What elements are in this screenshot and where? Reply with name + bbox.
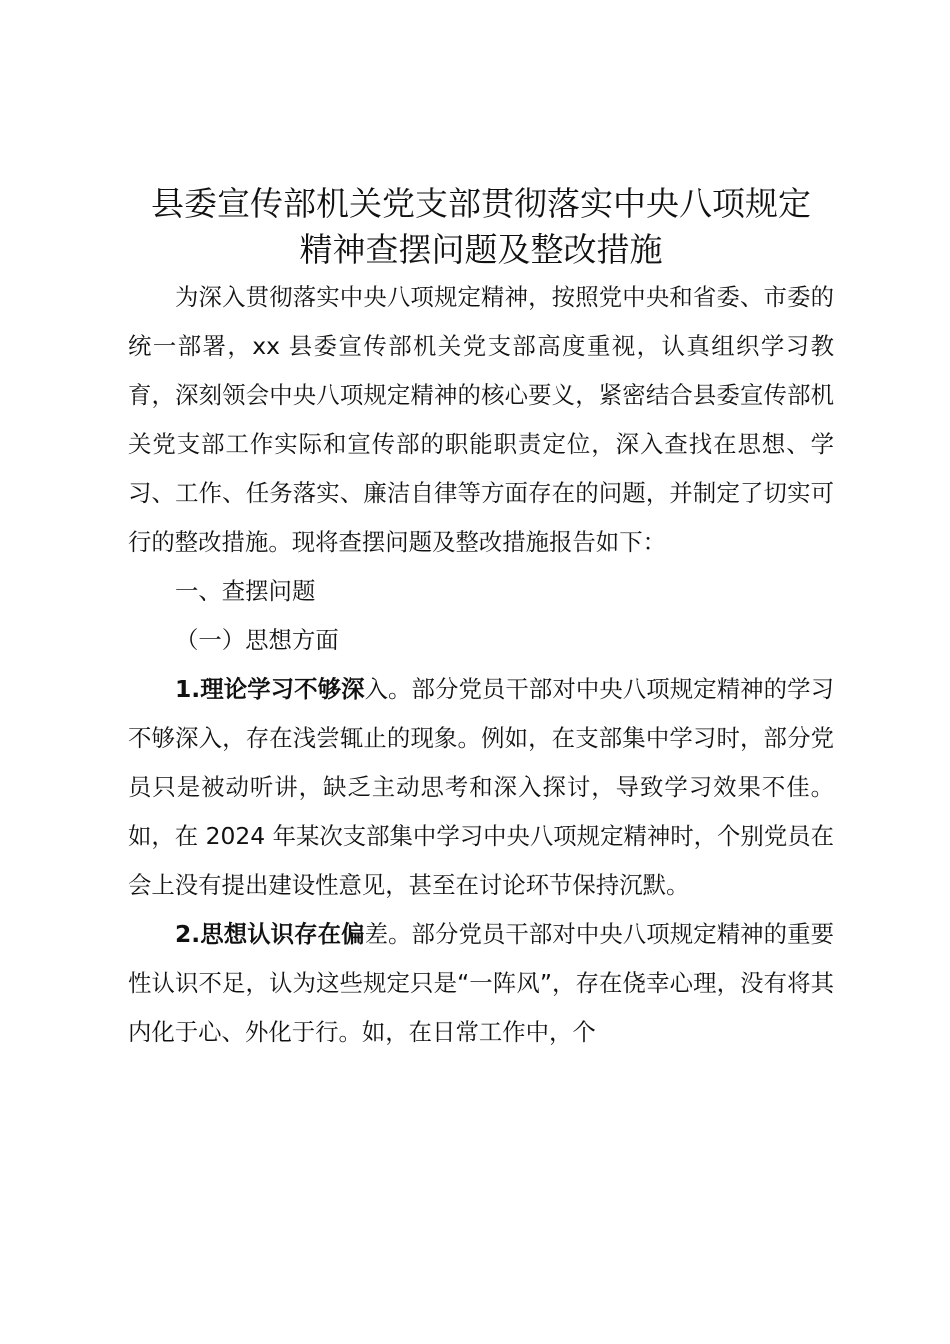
section-heading-1: 一、查摆问题 — [175, 577, 316, 605]
item-1-paragraph — [128, 665, 834, 910]
item-2-paragraph — [128, 910, 834, 1057]
document-page — [128, 181, 834, 1057]
document-title — [128, 181, 834, 273]
title-line-2: 精神查摆问题及整改措施 — [299, 230, 663, 269]
subsection-heading-1: （一）思想方面 — [175, 626, 339, 654]
item-1-lead: 1.理论学习不够深 — [175, 675, 365, 703]
intro-paragraph: 为深入贯彻落实中央八项规定精神，按照党中央和省委、市委的统一部署，xx 县委宣传部机关党支部高度重视，认真组织学习教育，深刻领会中央八项规定精神的核心要义，紧密结合县委宣传部机关党支部工作实际和宣传部的职能职责定位，深入查找在思想、学习、工作、任务落实、廉洁自律等方面存在的问题，并制定了切实可行的整改措施。现将查摆问题及整改措施报告如下： — [128, 283, 834, 556]
item-2-body: 差。部分党员干部对中央八项规定精神的重要性认识不足，认为这些规定只是“一阵风”，存在侥幸心理，没有将其内化于心、外化于行。如，在日常工作中，个 — [128, 920, 834, 1046]
title-line-1: 县委宣传部机关党支部贯彻落实中央八项规定 — [151, 184, 811, 223]
item-1-body: 入。部分党员干部对中央八项规定精神的学习不够深入，存在浅尝辄止的现象。例如，在支部集中学习时，部分党员只是被动听讲，缺乏主动思考和深入探讨，导致学习效果不佳。如，在 2024 年某次支部集中学习中央八项规定精神时，个别党员在会上没有提出建设性意见，甚至在讨论环节保持沉默。 — [128, 675, 834, 899]
item-2-lead: 2.思想认识存在偏 — [175, 920, 365, 948]
